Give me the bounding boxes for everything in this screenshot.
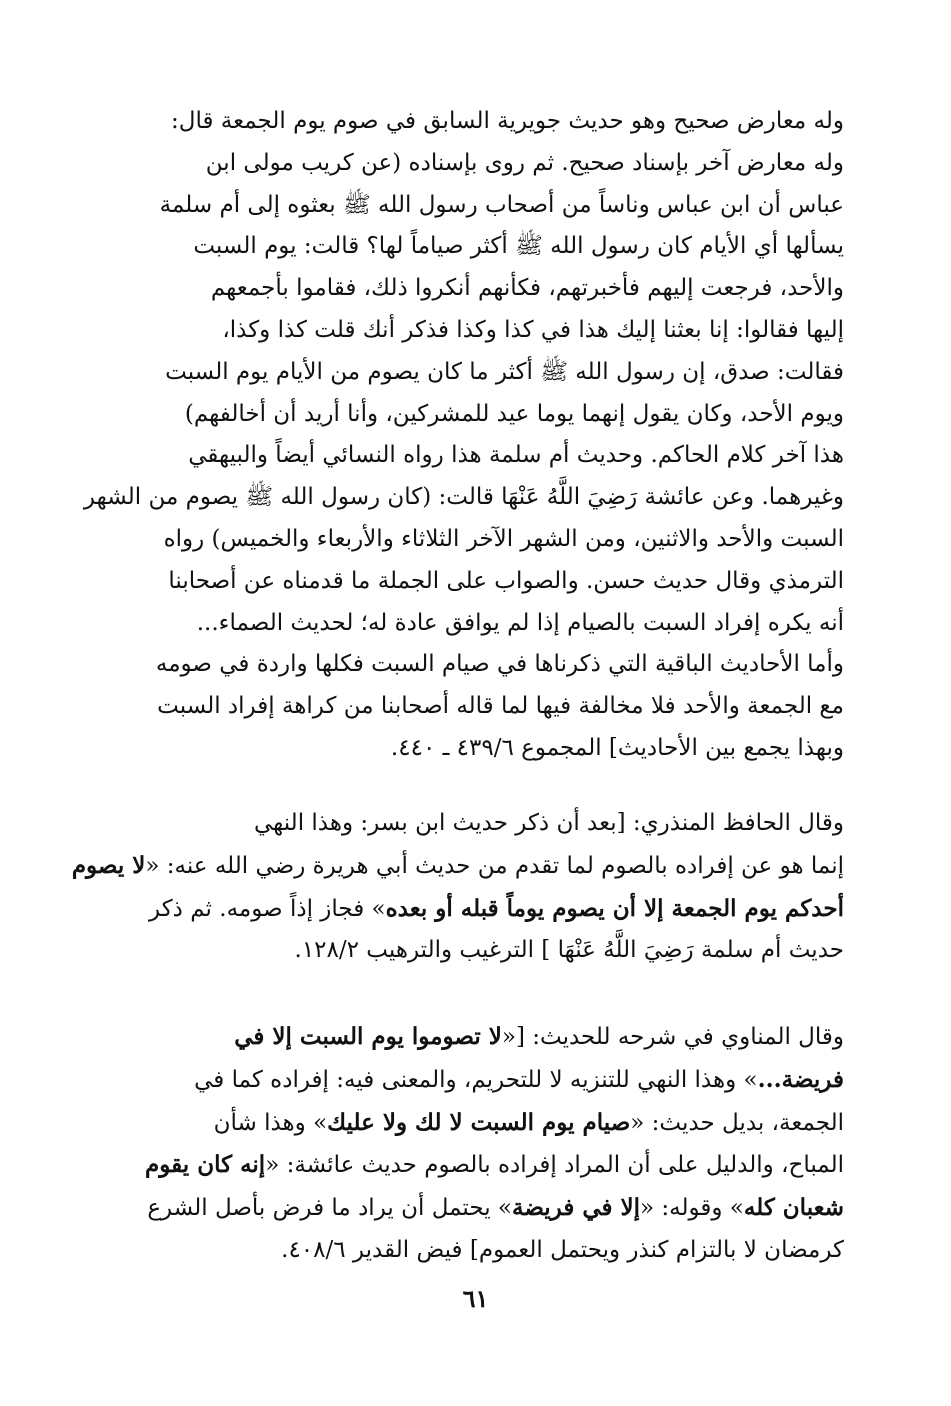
hadith-quote: إلا في فريضة [511, 1194, 641, 1222]
text-line: وبهذا يجمع بين الأحاديث] المجموع ٤٣٩/٦ ـ ٤٤٠. [390, 734, 844, 761]
text-segment: المباح، والدليل على أن المراد إفراده بالصوم حديث عائشة: « [265, 1152, 844, 1179]
hadith-quote: لا تصوموا يوم السبت إلا في [234, 1023, 502, 1050]
hadith-quote: لا يصوم [71, 851, 146, 879]
text-segment: إنما هو عن إفراده بالصوم لما تقدم من حديث أبي هريرة رضي الله عنه: « [145, 852, 844, 879]
text-line [108, 1059, 844, 1102]
text-line: مع الجمعة والأحد فلا مخالفة فيها لما قاله أصحابنا من كراهة إفراد السبت [157, 693, 844, 720]
hadith-quote: صيام يوم السبت لا لك ولا عليك [327, 1108, 631, 1136]
text-line: يسألها أي الأيام كان رسول الله ﷺ أكثر صياماً لها؟ قالت: يوم السبت [193, 233, 844, 260]
text-segment: » وهذا شأن [213, 1109, 328, 1136]
text-line: وغيرهما. وعن عائشة رَضِيَ اللَّهُ عَنْهَا قالت: (كان رسول الله ﷺ يصوم من الشهر [83, 484, 844, 511]
text-line: فقالت: صدق، إن رسول الله ﷺ أكثر ما كان يصوم من الأيام يوم السبت [165, 358, 844, 385]
text-line: ويوم الأحد، وكان يقول إنهما يوما عيد للمشركين، وأنا أريد أن أخالفهم) [184, 400, 844, 427]
text-line: وله معارض صحيح وهو حديث جويرية السابق في صوم يوم الجمعة قال: [171, 108, 844, 134]
text-line: وأما الأحاديث الباقية التي ذكرناها في صيام السبت فكلها واردة في صومه [155, 651, 844, 678]
text-line: إليها فقالوا: إنا بعثنا إليك هذا في كذا وكذا فذكر أنك قلت كذا وكذا، [222, 316, 844, 343]
paragraph-2 [71, 803, 844, 972]
text-line: السبت والأحد والاثنين، ومن الشهر الآخر الثلاثاء والأربعاء والخميس) رواه [163, 525, 844, 552]
text-segment: وقال المناوي في شرحه للحديث: [« [501, 1024, 844, 1050]
text-segment: وقال الحافظ المنذري: [بعد أن ذكر حديث ابن بسر: وهذا النهي [253, 810, 844, 836]
page-number: ٦١ [462, 1284, 489, 1313]
text-segment: كرمضان لا بالتزام كنذر ويحتمل العموم] فيض القدير ٤٠٨/٦. [281, 1236, 844, 1263]
text-line [108, 1230, 844, 1272]
text-line [108, 803, 844, 845]
paragraph-3 [108, 1016, 844, 1272]
hadith-quote: إنه كان يقوم [145, 1151, 266, 1179]
text-segment: » وهذا النهي للتنزيه لا للتحريم، والمعنى فيه: إفراده كما في [194, 1066, 758, 1093]
text-segment: » فجاز إذاً صومه. ثم ذكر [149, 895, 386, 922]
hadith-quote: شعبان كله [743, 1194, 844, 1222]
paragraph-1 [83, 101, 844, 770]
text-segment: الجمعة، بديل حديث: « [630, 1109, 844, 1136]
text-line: عباس أن ابن عباس وناساً من أصحاب رسول الله ﷺ بعثوه إلى أم سلمة [159, 191, 844, 218]
text-line [108, 1187, 844, 1230]
text-line [108, 1102, 844, 1145]
hadith-quote: أحدكم يوم الجمعة إلا أن يصوم يوماً قبله أو بعده [385, 894, 844, 922]
text-line: أنه يكره إفراد السبت بالصيام إذا لم يوافق عادة له؛ لحديث الصماء... [196, 609, 844, 636]
text-line [108, 930, 844, 972]
text-line [108, 1016, 844, 1059]
text-line: والأحد، فرجعت إليهم فأخبرتهم، فكأنهم أنكروا ذلك، فقاموا بأجمعهم [210, 275, 844, 302]
text-segment: » وقوله: « [640, 1195, 744, 1222]
text-line: الترمذي وقال حديث حسن. والصواب على الجملة ما قدمناه عن أصحابنا [168, 567, 844, 594]
text-line [108, 1144, 844, 1187]
text-segment: حديث أم سلمة رَضِيَ اللَّهُ عَنْهَا ] الترغيب والترهيب ١٢٨/٢. [294, 937, 844, 964]
hadith-quote: فريضة... [757, 1065, 844, 1093]
text-line [71, 845, 844, 888]
text-line: وله معارض آخر بإسناد صحيح. ثم روى بإسناده (عن كريب مولى ابن [205, 149, 844, 176]
text-segment: » يحتمل أن يراد ما فرض بأصل الشرع [147, 1195, 512, 1222]
text-line [108, 888, 844, 931]
text-line: هذا آخر كلام الحاكم. وحديث أم سلمة هذا رواه النسائي أيضاً والبيهقي [188, 442, 844, 469]
